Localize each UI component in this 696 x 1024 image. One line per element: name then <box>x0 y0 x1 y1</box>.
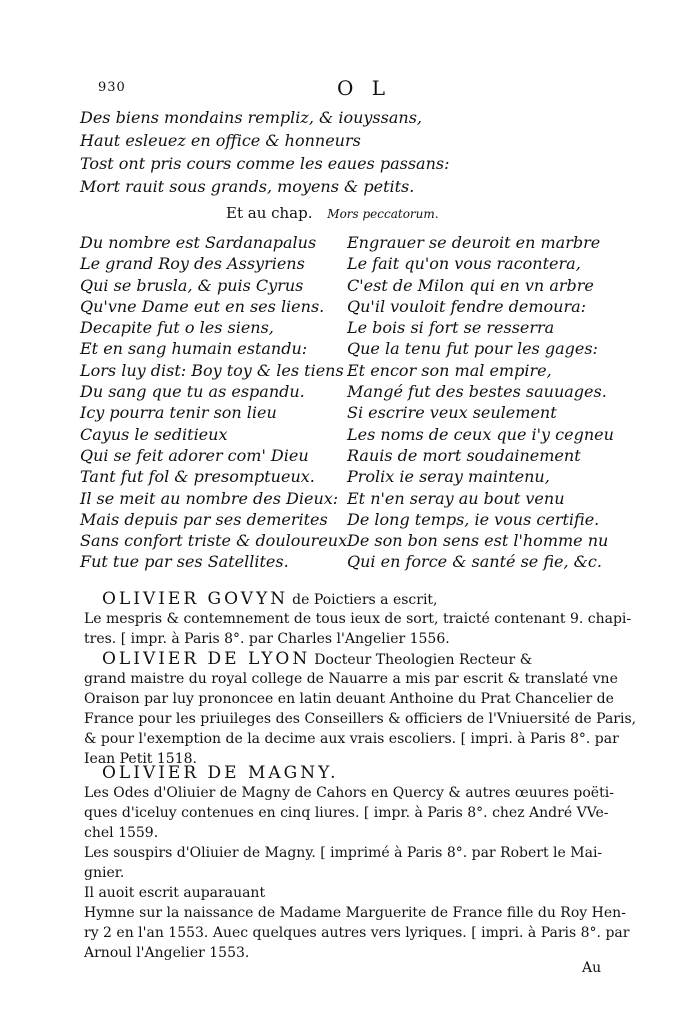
prose-line: Hymne sur la naissance de Madame Marguerite de France fille du Roy Hen- <box>84 905 626 921</box>
verse-line: C'est de Milon qui en vn arbre <box>347 275 594 295</box>
prose-line: ques d'iceluy contenues en cinq liures. [ impr. à Paris 8°. chez André VVe- <box>84 805 609 821</box>
entry-heading-olivier-govyn <box>102 589 438 609</box>
intro-verse <box>80 106 450 198</box>
prose-line: & pour l'exemption de la decime aux vrais escoliers. [ impri. à Paris 8°. par <box>84 731 619 747</box>
verse-line: Sans confort triste & douloureux <box>80 531 348 551</box>
entry-body-olivier-govyn <box>84 609 632 649</box>
running-head: O L <box>337 76 392 100</box>
entry-name: OLIVIER DE MAGNY. <box>102 763 339 783</box>
verse-line: Qu'il vouloit fendre demoura: <box>347 296 587 316</box>
verse-line: Le grand Roy des Assyriens <box>80 254 305 274</box>
prose-line: grand maistre du royal college de Nauarre a mis par escrit & translaté vne <box>84 671 618 687</box>
entry-name: OLIVIER DE LYON <box>102 649 311 669</box>
verse-line: Lors luy dist: Boy toy & les tiens <box>80 360 344 380</box>
verse-line: Du nombre est Sardanapalus <box>80 233 317 252</box>
chapter-latin: Mors peccatorum. <box>327 207 439 221</box>
verse-line: Le fait qu'on vous racontera, <box>347 254 581 274</box>
verse-line: Que la tenu fut pour les gages: <box>347 339 598 359</box>
verse-line: Des biens mondains rempliz, & iouyssans, <box>80 108 422 127</box>
prose-line: Le mespris & contemnement de tous ieux de sort, traicté contenant 9. chapi- <box>84 611 632 627</box>
prose-line: Il auoit escrit auparauant <box>84 885 266 901</box>
verse-line: Icy pourra tenir son lieu <box>80 403 277 423</box>
verse-line: Et n'en seray au bout venu <box>347 488 565 508</box>
prose-line: Oraison par luy prononcee en latin deuant Anthoine du Prat Chancelier de <box>84 691 614 707</box>
verse-line: Decapite fut o les siens, <box>80 318 274 338</box>
entry-body-olivier-de-lyon <box>84 669 637 769</box>
verse-line: Mais depuis par ses demerites <box>80 509 328 529</box>
entry-heading-olivier-de-magny <box>102 763 343 783</box>
verse-line: Qui en force & santé se fie, &c. <box>347 552 602 572</box>
verse-line: De son bon sens est l'homme nu <box>347 531 609 551</box>
verse-column-right <box>347 232 614 573</box>
verse-column-left <box>80 232 347 573</box>
verse-line: Engrauer se deuroit en marbre <box>347 233 601 252</box>
verse-line: Mangé fut des bestes sauuages. <box>347 382 607 402</box>
verse-line: Qui se brusla, & puis Cyrus <box>80 275 304 295</box>
entry-name: OLIVIER GOVYN <box>102 589 289 609</box>
prose-line: Les Odes d'Oliuier de Magny de Cahors en Quercy & autres œuures poëti- <box>84 785 614 801</box>
verse-line: Haut esleuez en office & honneurs <box>80 131 361 150</box>
verse-line: Du sang que tu as espandu. <box>80 382 305 402</box>
verse-line: Si escrire veux seulement <box>347 403 557 423</box>
prose-line: Les souspirs d'Oliuier de Magny. [ imprimé à Paris 8°. par Robert le Mai- <box>84 845 603 861</box>
chapter-line <box>226 204 439 222</box>
prose-line: ry 2 en l'an 1553. Auec quelques autres vers lyriques. [ impri. à Paris 8°. par <box>84 925 630 941</box>
entry-body-olivier-de-magny <box>84 783 630 963</box>
entry-heading-rest: Docteur Theologien Recteur & <box>314 652 533 668</box>
prose-line: Iean Petit 1518. <box>84 751 197 767</box>
catchword: Au <box>582 960 602 976</box>
verse-line: Tant fut fol & presomptueux. <box>80 467 315 487</box>
verse-line: Mort rauit sous grands, moyens & petits. <box>80 177 415 196</box>
verse-line: Cayus le seditieux <box>80 424 228 444</box>
verse-line: Et en sang humain estandu: <box>80 339 308 359</box>
verse-line: Il se meit au nombre des Dieux: <box>80 488 339 508</box>
page-number: 930 <box>98 80 126 95</box>
verse-line: Qui se feit adorer com' Dieu <box>80 445 309 465</box>
verse-line: Tost ont pris cours comme les eaues passans: <box>80 154 450 173</box>
prose-line: France pour les priuileges des Conseillers & officiers de l'Vniuersité de Paris, <box>84 711 637 727</box>
entry-heading-rest: de Poictiers a escrit, <box>292 592 438 608</box>
verse-line: Les noms de ceux que i'y cegneu <box>347 424 614 444</box>
verse-line: Et encor son mal empire, <box>347 360 552 380</box>
entry-heading-olivier-de-lyon <box>102 649 532 669</box>
verse-line: Rauis de mort soudainement <box>347 445 581 465</box>
verse-line: Fut tue par ses Satellites. <box>80 552 289 572</box>
verse-line: Qu'vne Dame eut en ses liens. <box>80 296 325 316</box>
verse-line: Le bois si fort se resserra <box>347 318 555 338</box>
prose-line: tres. [ impr. à Paris 8°. par Charles l'Angelier 1556. <box>84 631 450 647</box>
chapter-label: Et au chap. <box>226 204 313 222</box>
prose-line: gnier. <box>84 865 125 881</box>
prose-line: Arnoul l'Angelier 1553. <box>84 945 250 961</box>
prose-line: chel 1559. <box>84 825 159 841</box>
verse-line: De long temps, ie vous certifie. <box>347 509 600 529</box>
verse-line: Prolix ie seray maintenu, <box>347 467 550 487</box>
